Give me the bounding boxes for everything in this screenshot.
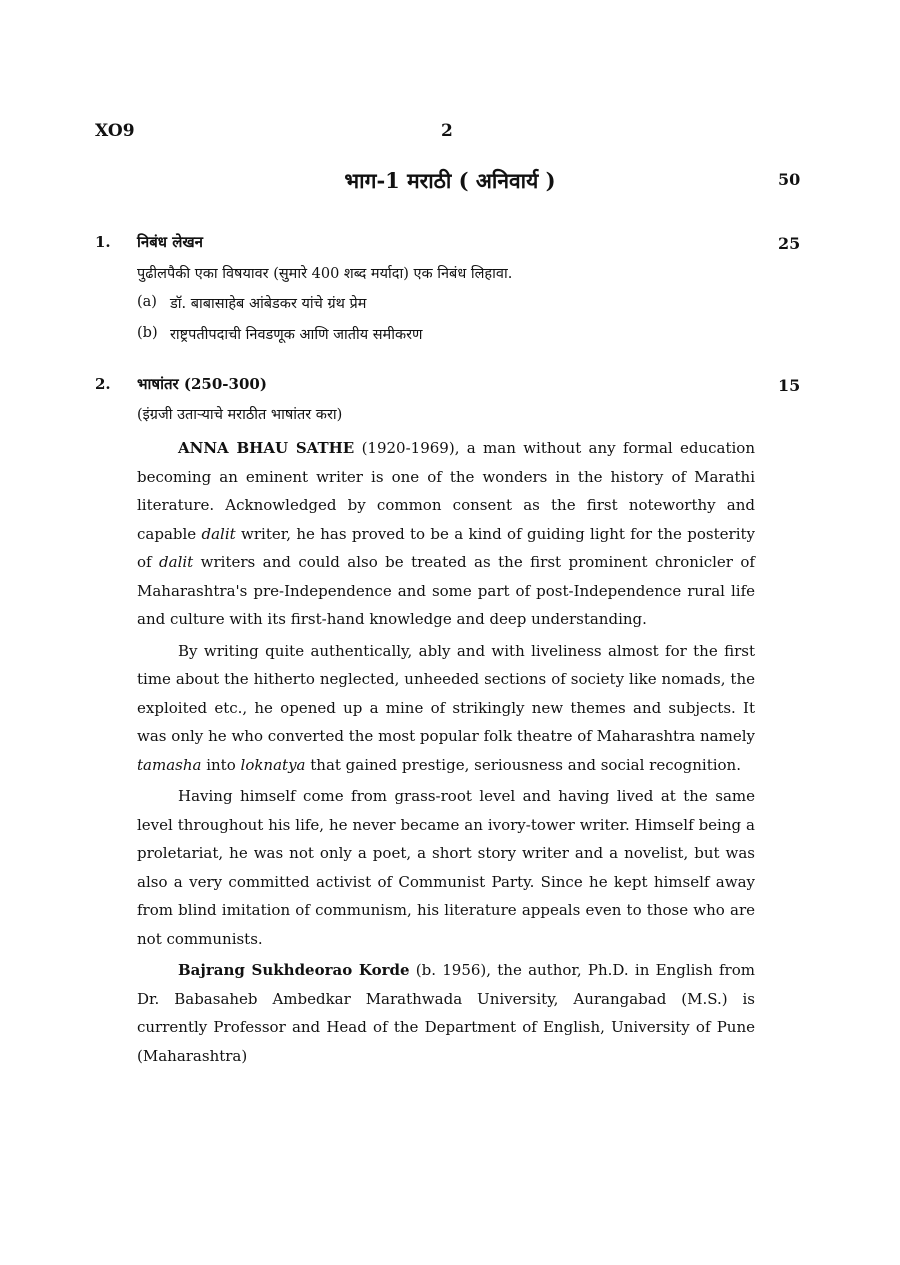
question-1-title: निबंध लेखन <box>137 233 203 251</box>
option-b-text: राष्ट्रपतीपदाची निवडणूक आणि जातीय समीकरण <box>170 327 423 343</box>
question-2-number: 2. <box>95 375 111 393</box>
option-a-label: (a) <box>137 294 157 310</box>
translator-name: Bajrang Sukhdeorao Korde <box>178 961 410 979</box>
passage-paragraph-4: Bajrang Sukhdeorao Korde (b. 1956), the author, Ph.D. in English from Dr. Babasaheb Ambedkar Marathwada University, Aurangabad (M.S.) is currently Professor and Head of the Department of English, University of Pune (Maharashtra) <box>137 961 755 1065</box>
option-b-label: (b) <box>137 325 158 341</box>
author-name: ANNA BHAU SATHE <box>178 439 355 457</box>
question-2-instruction: (इंग्रजी उताऱ्याचे मराठीत भाषांतर करा) <box>137 407 343 423</box>
option-a-text: डॉ. बाबासाहेब आंबेडकर यांचे ग्रंथ प्रेम <box>170 296 367 312</box>
question-2-marks: 15 <box>778 376 801 395</box>
passage-paragraph-2: By writing quite authentically, ably and with liveliness almost for the first time about the hitherto neglected, unheeded sections of society like nomads, the exploited etc., he opened up a mine of strikingly new themes and subjects. It was only he who converted the most popular folk theatre of Maharashtra namely tamasha into loknatya that gained prestige, seriousness and social recognition. <box>137 641 755 774</box>
part-title: भाग-1 मराठी ( अनिवार्य ) <box>344 168 556 193</box>
question-1-instruction: पुढीलपैकी एका विषयावर (सुमारे 400 शब्द मर्यादा) एक निबंध लिहावा. <box>137 266 513 282</box>
part-marks: 50 <box>778 170 801 189</box>
question-1-number: 1. <box>95 233 111 251</box>
question-2-title: भाषांतर (250-300) <box>137 375 267 393</box>
paper-code: XO9 <box>95 121 135 141</box>
translation-passage <box>137 434 755 1073</box>
question-1-marks: 25 <box>778 234 801 253</box>
passage-paragraph-1: ANNA BHAU SATHE (1920-1969), a man without any formal education becoming an eminent writer is one of the wonders in the history of Marathi literature. Acknowledged by common consent as the first noteworthy and capable dalit writer, he has proved to be a kind of guiding light for the posterity of dalit writers and could also be treated as the first prominent chronicler of Maharashtra's pre-Independence and some part of post-Independence rural life and culture with its first-hand knowledge and deep understanding. <box>137 439 756 628</box>
passage-paragraph-3: Having himself come from grass-root level and having lived at the same level throughout his life, he never became an ivory-tower writer. Himself being a proletariat, he was not only a poet, a short story writer and a novelist, but was also a very committed activist of Communist Party. Since he kept himself away from blind imitation of communism, his literature appeals even to those who are not communists. <box>137 787 755 948</box>
page-number: 2 <box>441 121 453 141</box>
